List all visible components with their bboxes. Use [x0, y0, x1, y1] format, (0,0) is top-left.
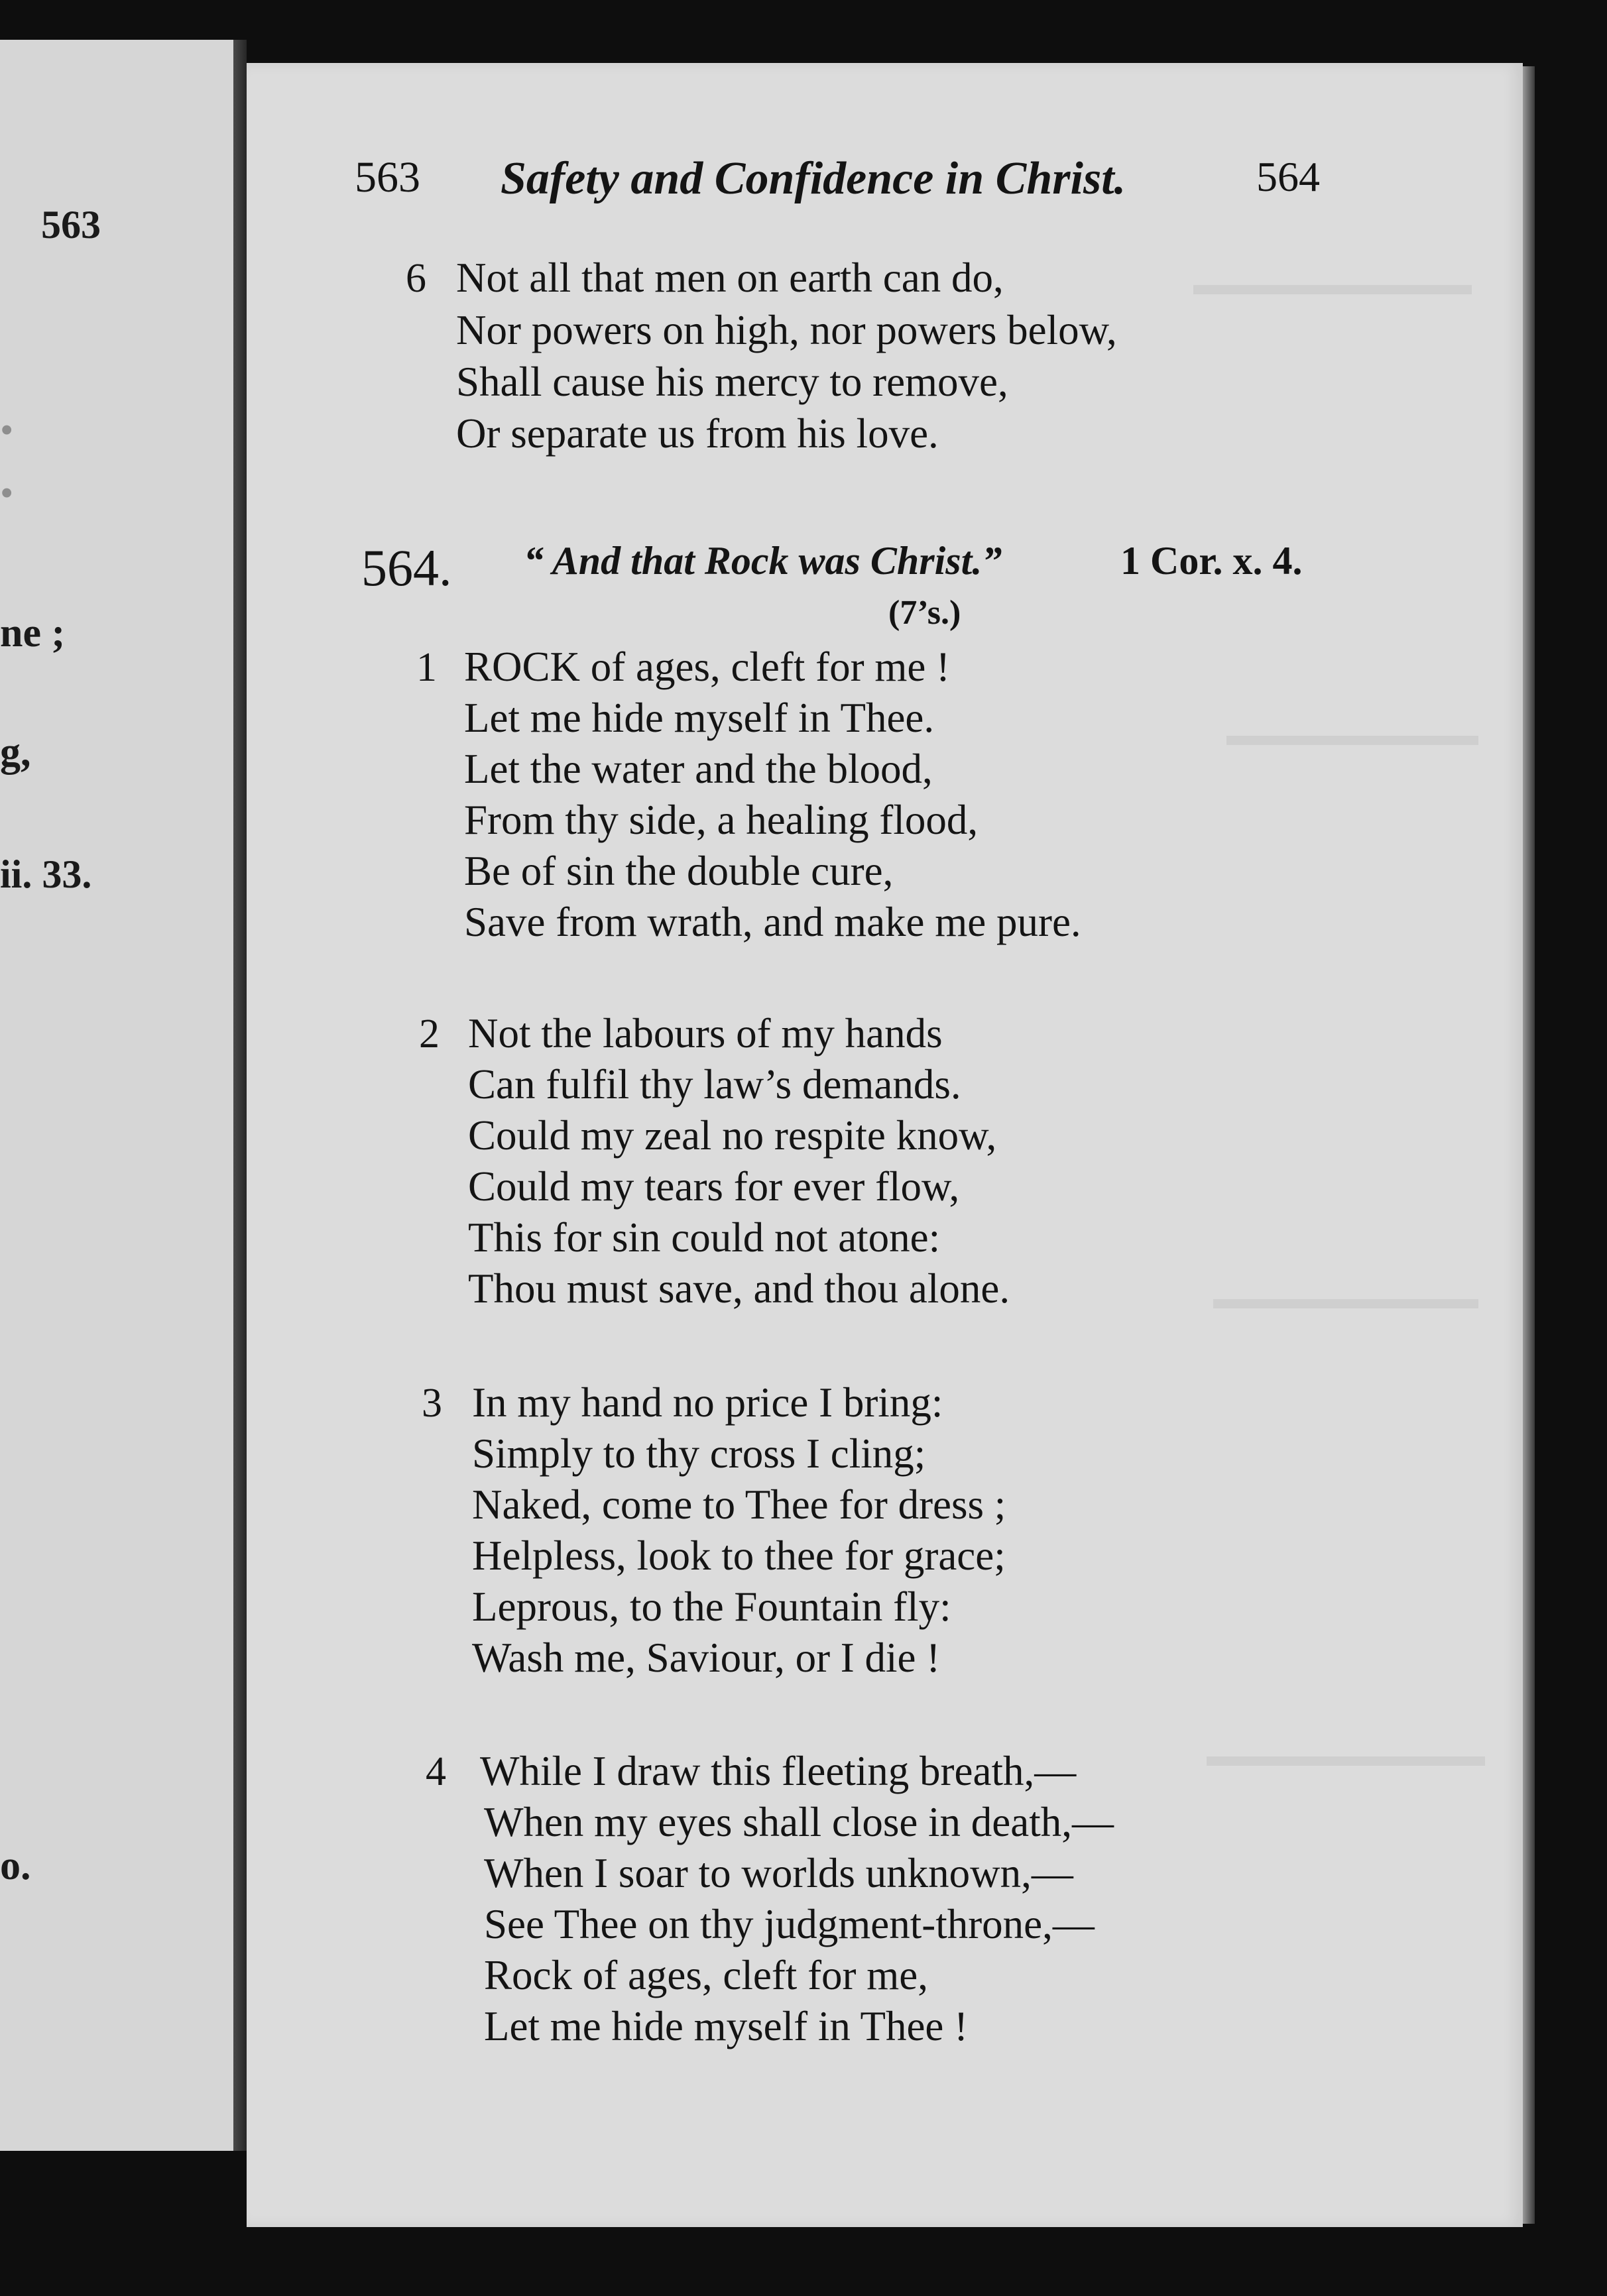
verse-line: While I draw this fleeting breath,—: [480, 1748, 1077, 1794]
bleed-through-mark: [1193, 285, 1472, 294]
page-edge: [1523, 66, 1535, 2224]
verse-line: Be of sin the double cure,: [464, 848, 894, 894]
hymn-meter: (7’s.): [888, 594, 961, 632]
verse-line: Naked, come to Thee for dress ;: [472, 1481, 1006, 1528]
verse-line: Or separate us from his love.: [456, 410, 939, 457]
hymn-epigraph: “ And that Rock was Christ.”: [524, 539, 1002, 583]
verse-line: Could my zeal no respite know,: [468, 1112, 997, 1159]
verse-line: When my eyes shall close in death,—: [484, 1799, 1114, 1845]
verse-line: Not the labours of my hands: [468, 1010, 943, 1057]
verse-line: Let me hide myself in Thee.: [464, 695, 935, 741]
verse-line: See Thee on thy judgment-throne,—: [484, 1901, 1095, 1947]
verse-line: Not all that men on earth can do,: [456, 255, 1004, 301]
previous-page: [0, 40, 235, 2151]
bleed-through-mark: [1207, 1756, 1485, 1766]
verse-line: ROCK of ages, cleft for me !: [464, 644, 951, 690]
verse-number: 1: [416, 645, 437, 690]
verse-number: 2: [419, 1011, 440, 1057]
verse-line: Thou must save, and thou alone.: [468, 1265, 1010, 1312]
bleed-through-mark: [1213, 1299, 1478, 1308]
previous-page-fragment: g,: [0, 730, 31, 775]
bleed-through-mark: [1226, 736, 1478, 745]
verse-line: Can fulfil thy law’s demands.: [468, 1061, 961, 1108]
verse-line: Leprous, to the Fountain fly:: [472, 1583, 951, 1630]
verse-number: 3: [422, 1381, 442, 1426]
verse-line: Simply to thy cross I cling;: [472, 1430, 926, 1477]
previous-page-number: 563: [41, 203, 101, 247]
verse-line: Save from wrath, and make me pure.: [464, 899, 1081, 945]
previous-page-fragment: •: [0, 471, 14, 514]
verse-line: Nor powers on high, nor powers below,: [456, 307, 1117, 353]
verse-number: 6: [406, 256, 426, 301]
hymn-number: 564.: [361, 539, 452, 597]
scripture-reference: 1 Cor. x. 4.: [1120, 539, 1303, 583]
verse-line: Helpless, look to thee for grace;: [472, 1532, 1006, 1579]
verse-line: Let the water and the blood,: [464, 746, 933, 792]
header-title: Safety and Confidence in Christ.: [501, 153, 1126, 204]
previous-page-fragment: ne ;: [0, 610, 66, 656]
verse-line: Could my tears for ever flow,: [468, 1163, 960, 1210]
verse-number: 4: [426, 1749, 446, 1794]
book-gutter: [233, 40, 247, 2151]
verse-line: In my hand no price I bring:: [472, 1379, 943, 1426]
verse-line: When I soar to worlds unknown,—: [484, 1850, 1073, 1896]
verse-line: Wash me, Saviour, or I die !: [472, 1635, 941, 1681]
header-page-number-left: 563: [355, 153, 420, 201]
previous-page-fragment: •: [0, 408, 14, 451]
previous-page-fragment: o.: [0, 1843, 31, 1888]
verse-line: Let me hide myself in Thee !: [484, 2003, 969, 2049]
verse-line: Rock of ages, cleft for me,: [484, 1952, 928, 1998]
verse-line: From thy side, a healing flood,: [464, 797, 979, 843]
previous-page-fragment: ii. 33.: [0, 852, 92, 896]
header-page-number-right: 564: [1256, 153, 1320, 200]
verse-line: Shall cause his mercy to remove,: [456, 359, 1008, 405]
verse-line: This for sin could not atone:: [468, 1214, 941, 1261]
